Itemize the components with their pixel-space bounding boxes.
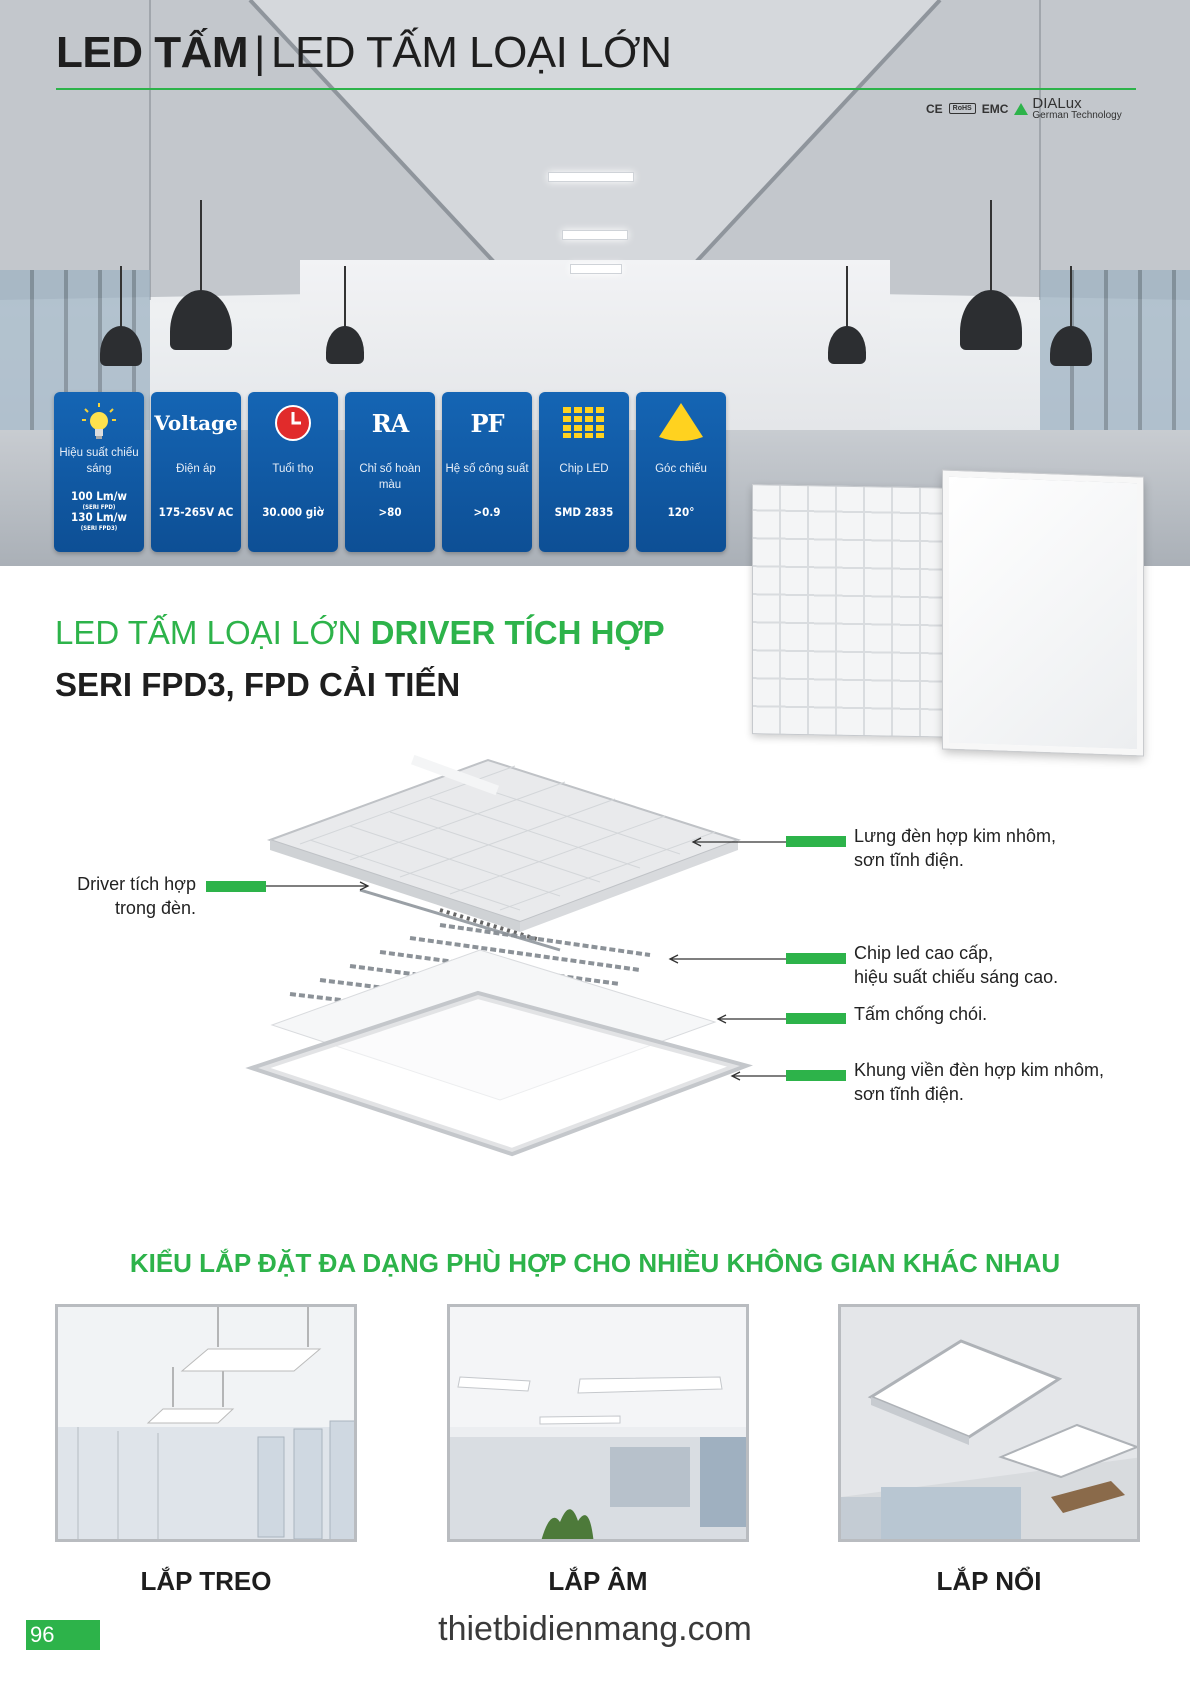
dialux-logo <box>1014 96 1121 121</box>
callout-text: Lưng đèn hợp kim nhôm, <box>854 826 1056 846</box>
spec-note-fpd: (SERI FPD) <box>82 503 116 511</box>
spec-tiles <box>54 392 726 552</box>
page-number: 96 <box>26 1620 100 1650</box>
callout-text: sơn tĩnh điện. <box>854 850 964 871</box>
callout-marker <box>206 881 266 892</box>
ceiling-light <box>548 172 634 182</box>
spec-value: >0.9 <box>473 505 501 519</box>
spec-value-fpd: 100 Lm/w <box>71 489 127 503</box>
callout-text: Khung viền đèn hợp kim nhôm, <box>854 1060 1104 1080</box>
spec-cri <box>345 392 435 552</box>
rohs-mark: RoHS <box>949 103 976 114</box>
ra-icon: RA <box>371 408 409 438</box>
photo-suspended-mount <box>55 1304 357 1542</box>
spec-value: >80 <box>378 505 402 519</box>
lightbulb-icon <box>54 404 144 442</box>
pf-icon: PF <box>470 408 504 438</box>
spec-label: Hiệu suất chiếu sáng <box>59 447 139 475</box>
spec-efficiency <box>54 392 144 552</box>
led-panel-back-photo <box>752 484 962 738</box>
spec-chip <box>539 392 629 552</box>
label-recessed-mount: LẮP ÂM <box>548 1566 648 1596</box>
series-title <box>55 614 665 652</box>
clock-icon <box>248 404 338 442</box>
spec-label: Chỉ số hoàn màu <box>359 463 421 491</box>
spec-label: Chip LED <box>559 463 609 475</box>
callout-marker <box>786 836 846 847</box>
spec-value <box>56 490 142 532</box>
spec-label: Tuổi thọ <box>272 463 314 475</box>
spec-value-fpd3: 130 Lm/w <box>71 509 127 524</box>
callout-driver <box>60 872 196 921</box>
title-product: LED TẤM LOẠI LỚN <box>270 28 672 77</box>
spec-label: Điện áp <box>176 463 216 475</box>
spec-value: 120° <box>667 505 695 519</box>
callout-marker <box>786 1013 846 1024</box>
spec-label: Hệ số công suất <box>445 463 529 475</box>
ceiling-light <box>570 264 622 274</box>
callout-text: sơn tĩnh điện. <box>854 1084 964 1105</box>
callout-marker <box>786 953 846 964</box>
led-panel-front-photo <box>943 471 1143 756</box>
chip-grid-icon <box>539 404 629 442</box>
callout-text: Tấm chống chói. <box>854 1004 988 1024</box>
ceiling-light <box>562 230 628 240</box>
series-title-bold: DRIVER TÍCH HỢP <box>370 614 665 651</box>
title-underline <box>56 88 1136 90</box>
callout-text: trong đèn. <box>114 898 196 919</box>
spec-power-factor <box>442 392 532 552</box>
series-title-light: LED TẤM LOẠI LỚN <box>55 614 371 651</box>
page-title <box>56 28 672 78</box>
spec-note-fpd3: (SERI FPD3) <box>80 524 118 532</box>
dialux-triangle-icon <box>1014 103 1028 115</box>
title-separator: | <box>254 28 265 77</box>
exploded-diagram <box>0 740 1190 1180</box>
ce-mark: CE <box>926 101 943 116</box>
spec-lifetime <box>248 392 338 552</box>
spec-beam-angle <box>636 392 726 552</box>
dialux-name: DIALux <box>1032 95 1082 112</box>
title-category: LED TẤM <box>56 28 249 77</box>
series-subtitle: SERI FPD3, FPD CẢI TIẾN <box>55 666 461 703</box>
mounting-heading: KIỂU LẮP ĐẶT ĐA DẠNG PHÙ HỢP CHO NHIỀU KHÔNG GIAN KHÁC NHAU <box>129 1248 1061 1278</box>
callout-diffuser <box>854 1002 987 1026</box>
website-watermark: thietbidienmang.com <box>438 1610 752 1648</box>
spec-value: 30.000 giờ <box>262 505 324 519</box>
spec-voltage <box>151 392 241 552</box>
spec-label: Góc chiếu <box>655 463 707 475</box>
callout-marker <box>786 1070 846 1081</box>
spec-value: SMD 2835 <box>554 505 614 519</box>
photo-recessed-mount <box>447 1304 749 1542</box>
voltage-icon: Voltage <box>154 411 238 435</box>
callout-led-chip <box>854 941 1058 990</box>
callout-text: Chip led cao cấp, <box>854 943 994 963</box>
label-suspended-mount: LẮP TREO <box>140 1566 272 1596</box>
certification-logos <box>926 96 1122 121</box>
spec-value: 175-265V AC <box>158 505 234 519</box>
photo-surface-mount <box>838 1304 1140 1542</box>
callout-text: Driver tích hợp <box>77 874 196 894</box>
callout-back-housing <box>854 824 1056 873</box>
callout-text: hiệu suất chiếu sáng cao. <box>854 967 1059 988</box>
beam-angle-icon <box>636 404 726 442</box>
emc-mark: EMC <box>981 101 1009 116</box>
dialux-tagline: German Technology <box>1032 110 1122 121</box>
label-surface-mount: LẮP NỔI <box>936 1566 1042 1596</box>
callout-frame <box>854 1058 1104 1107</box>
